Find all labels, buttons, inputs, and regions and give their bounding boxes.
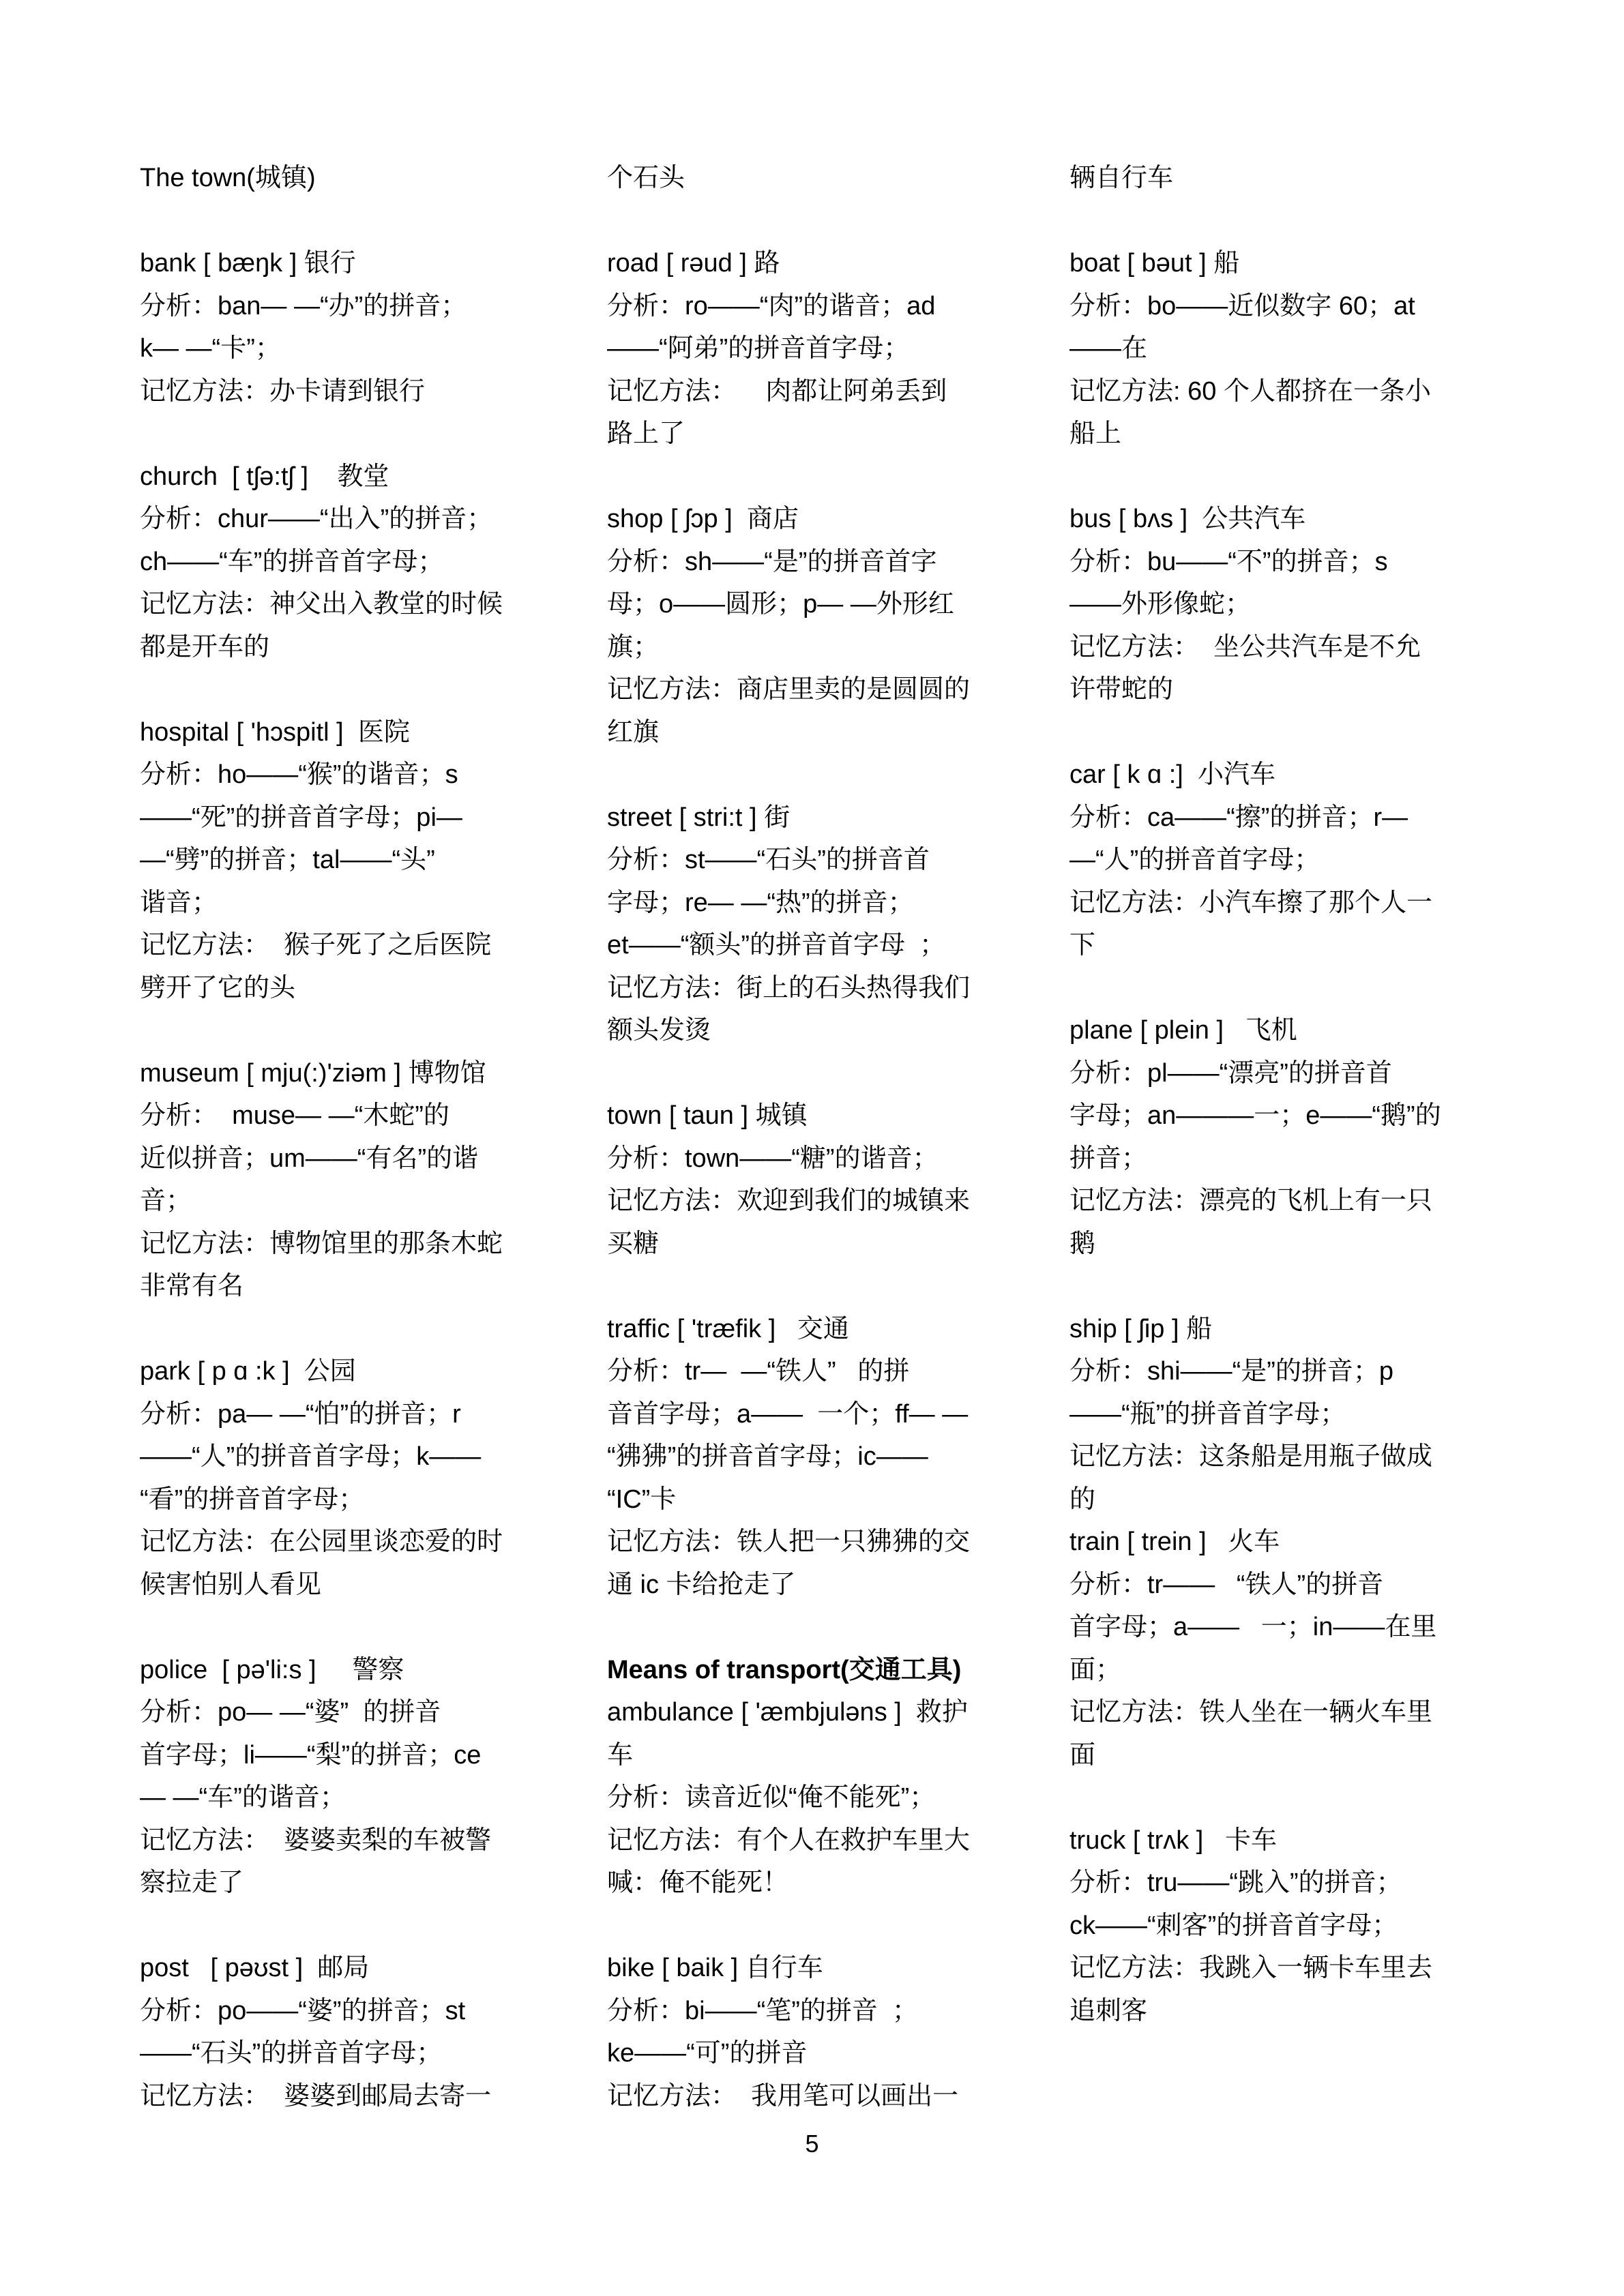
text-line: 鹅 [1069,1229,1096,1258]
text-line: 记忆方法： 坐公共汽车是不允 [1069,632,1421,661]
text-line: 记忆方法：小汽车擦了那个人一 [1069,888,1433,917]
entry-ambulance [607,1691,975,1905]
text-line: 分析：pa— —“怕”的拼音；r [140,1399,461,1429]
text-line: church [ tʃə:tʃ ] 教堂 [140,462,389,491]
text-line: ——“瓶”的拼音首字母； [1069,1399,1346,1429]
entry-road [607,242,975,456]
text-line: 记忆方法： 猴子死了之后医院 [140,931,492,959]
text-line: ——外形像蛇； [1069,590,1252,618]
text-line: 分析：shi——“是”的拼音；p [1069,1357,1394,1386]
entry-ship [1069,1308,1438,1521]
text-line: 红旗 [607,717,660,747]
continuation-liang-zixingche [1069,157,1438,200]
entry-bike [607,1947,975,2117]
entry-bus [1069,498,1438,711]
text-line: hospital [ 'hɔspitl ] 医院 [140,717,410,747]
text-line: bike [ baik ] 自行车 [607,1954,823,1982]
entry-boat [1069,242,1438,456]
text-line: 分析：bo——近似数字 60；at [1069,291,1415,320]
text-line: ——“阿弟”的拼音首字母； [607,334,910,363]
entry-post [140,1947,508,2117]
text-line: 分析：ro——“肉”的谐音；ad [607,291,936,320]
text-line: k— —“卡”； [140,334,281,363]
text-line: ship [ ʃip ] 船 [1069,1314,1213,1343]
text-line: town [ taun ] 城镇 [607,1101,808,1130]
text-line: 记忆方法：办卡请到银行 [140,376,426,406]
text-line: 分析：tru——“跳入”的拼音； [1069,1868,1402,1897]
text-line: 面 [1069,1740,1096,1770]
text-line: 分析：ban— —“办”的拼音； [140,291,467,320]
text-line: car [ k ɑ :] 小汽车 [1069,760,1275,789]
text-line: 记忆方法：商店里卖的是圆圆的 [607,675,971,704]
text-line: 分析：sh——“是”的拼音首字 [607,547,937,576]
column-2 [607,157,975,2117]
text-line: 记忆方法：博物馆里的那条木蛇 [140,1229,503,1258]
text-line: 追刺客 [1069,1996,1148,2025]
text-line: ch——“车”的拼音首字母； [140,547,444,576]
text-line: truck [ trʌk ] 卡车 [1069,1825,1278,1855]
column-3 [1069,157,1441,2032]
text-line: — —“车”的谐音； [140,1783,346,1812]
text-line: 买糖 [607,1229,660,1258]
text-line: 辆自行车 [1069,164,1174,192]
text-line: 劈开了它的头 [140,973,296,1002]
text-line: 分析：ca——“擦”的拼音；r— [1069,803,1408,832]
text-line: 分析：ho——“猴”的谐音；s [140,760,458,789]
text-line: museum [ mju(:)'ziəm ] 博物馆 [140,1058,486,1088]
entry-traffic [607,1308,975,1607]
text-line: 记忆方法：欢迎到我们的城镇来 [607,1187,971,1215]
text-line: road [ rəud ] 路 [607,249,780,278]
text-line: 母；o——圆形；p— —外形红 [607,590,954,618]
text-line: 近似拼音；um——“有名”的谐 [140,1144,479,1173]
text-line: 音首字母；a—— 一个；ff— — [607,1399,969,1429]
text-line: 车 [607,1740,634,1770]
text-line: traffic [ 'træfik ] 交通 [607,1314,849,1343]
text-line: 分析：st——“石头”的拼音首 [607,846,930,874]
section-title-the-town [140,157,508,200]
text-line: street [ stri:t ] 街 [607,803,791,832]
entry-park [140,1350,508,1606]
text-line: boat [ bəut ] 船 [1069,249,1240,278]
text-line: “狒狒”的拼音首字母；ic—— [607,1442,928,1471]
text-line: 字母；an———一；e——“鹅”的 [1069,1101,1441,1130]
text-line: 记忆方法：我跳入一辆卡车里去 [1069,1954,1433,1982]
text-line: ke——“可”的拼音 [607,2039,808,2068]
text-line: 都是开车的 [140,632,270,661]
text-line: 记忆方法： 婆婆卖梨的车被警 [140,1825,492,1855]
text-line: 记忆方法：街上的石头热得我们 [607,973,971,1002]
text-line: —“劈”的拼音；tal——“头” [140,846,435,874]
text-line: 音； [140,1187,192,1215]
entry-bank [140,242,508,413]
text-line: 分析：tr— —“铁人” 的拼 [607,1357,910,1386]
text-line: 记忆方法： 婆婆到邮局去寄一 [140,2081,492,2111]
text-line: plane [ plein ] 飞机 [1069,1016,1297,1045]
text-line: park [ p ɑ :k ] 公园 [140,1357,356,1386]
text-line: 额头发烫 [607,1016,711,1045]
entry-police [140,1649,508,1905]
text-line: 分析：town——“糖”的谐音； [607,1144,939,1173]
text-line: shop [ ʃɔp ] 商店 [607,505,799,533]
text-line: 分析：pl——“漂亮”的拼音首 [1069,1058,1392,1088]
text-line: 字母；re— —“热”的拼音； [607,888,914,917]
entry-street [607,796,975,1052]
section-title-means-of-transport [607,1649,975,1692]
text-line: ——“死”的拼音首字母；pi— [140,803,462,832]
text-line: ck——“刺客”的拼音首字母； [1069,1911,1398,1940]
text-line: 面； [1069,1655,1122,1684]
entry-car [1069,754,1438,967]
entry-truck [1069,1819,1438,2033]
text-line: ambulance [ 'æmbjuləns ] 救护 [607,1698,968,1727]
text-line: 记忆方法：铁人坐在一辆火车里 [1069,1698,1433,1727]
entry-hospital [140,711,508,1010]
page-number: 5 [805,2130,819,2158]
text-line: police [ pə'li:s ] 警察 [140,1655,404,1684]
text-line: et——“额头”的拼音首字母 ； [607,931,946,959]
text-line: 的 [1069,1485,1096,1514]
text-line: The town(城镇) [140,164,316,192]
text-line: 喊：俺不能死！ [607,1868,789,1897]
text-line: 分析：po——“婆”的拼音；st [140,1996,466,2025]
text-line: ——“人”的拼音首字母；k—— [140,1442,482,1471]
text-line: 路上了 [607,419,685,448]
text-line: 记忆方法：漂亮的飞机上有一只 [1069,1187,1433,1215]
text-line: 分析：bu——“不”的拼音；s [1069,547,1388,576]
text-line: —“人”的拼音首字母； [1069,846,1320,874]
text-line: 通 ic 卡给抢走了 [607,1570,796,1599]
entry-museum [140,1052,508,1308]
text-line: ——“石头”的拼音首字母； [140,2039,443,2068]
text-line: 谐音； [140,888,218,917]
text-line: 记忆方法：有个人在救护车里大 [607,1825,971,1855]
text-line: “看”的拼音首字母； [140,1485,365,1514]
text-line: 记忆方法： 我用笔可以画出一 [607,2081,959,2111]
text-line: 记忆方法：铁人把一只狒狒的交 [607,1527,971,1556]
text-line: 候害怕别人看见 [140,1570,322,1599]
text-line: 非常有名 [140,1272,244,1300]
text-line: bank [ bæŋk ] 银行 [140,249,356,278]
text-line: 分析：读音近似“俺不能死”； [607,1783,936,1812]
text-line: 许带蛇的 [1069,675,1174,704]
text-line: 船上 [1069,419,1122,448]
text-line: post [ pəʊst ] 邮局 [140,1954,370,1982]
text-line: 记忆方法：神父出入教堂的时候 [140,590,503,618]
text-line: Means of transport(交通工具) [607,1655,962,1684]
column-1 [140,157,508,2117]
text-line: 记忆方法：这条船是用瓶子做成 [1069,1442,1433,1471]
text-line: 分析： muse— —“木蛇”的 [140,1101,449,1130]
text-line: 旗； [607,632,660,661]
text-line: 分析：po— —“婆” 的拼音 [140,1698,441,1727]
text-line: 记忆方法：在公园里谈恋爱的时 [140,1527,503,1556]
text-line: 记忆方法： 肉都让阿弟丢到 [607,376,947,406]
text-line: 首字母；a—— 一；in——在里 [1069,1613,1437,1641]
text-line: bus [ bʌs ] 公共汽车 [1069,505,1306,533]
text-line: 记忆方法: 60 个人都挤在一条小 [1069,376,1431,406]
entry-town [607,1094,975,1265]
text-line: 察拉走了 [140,1868,244,1897]
entry-church [140,456,508,669]
text-line: 分析：tr—— “铁人”的拼音 [1069,1570,1384,1599]
entry-plane [1069,1009,1441,1265]
text-line: “IC”卡 [607,1485,677,1514]
entry-train [1069,1521,1438,1776]
text-line: 首字母；li——“梨”的拼音；ce [140,1740,482,1770]
text-line: 分析：chur——“出入”的拼音； [140,505,493,533]
continuation-ge-shitou [607,157,975,200]
text-line: train [ trein ] 火车 [1069,1527,1280,1556]
entry-shop [607,498,975,754]
text-line: 下 [1069,931,1096,959]
text-line: 分析：bi——“笔”的拼音 ； [607,1996,919,2025]
text-line: 个石头 [607,164,685,192]
text-line: 拼音； [1069,1144,1148,1173]
text-line: ——在 [1069,334,1148,363]
